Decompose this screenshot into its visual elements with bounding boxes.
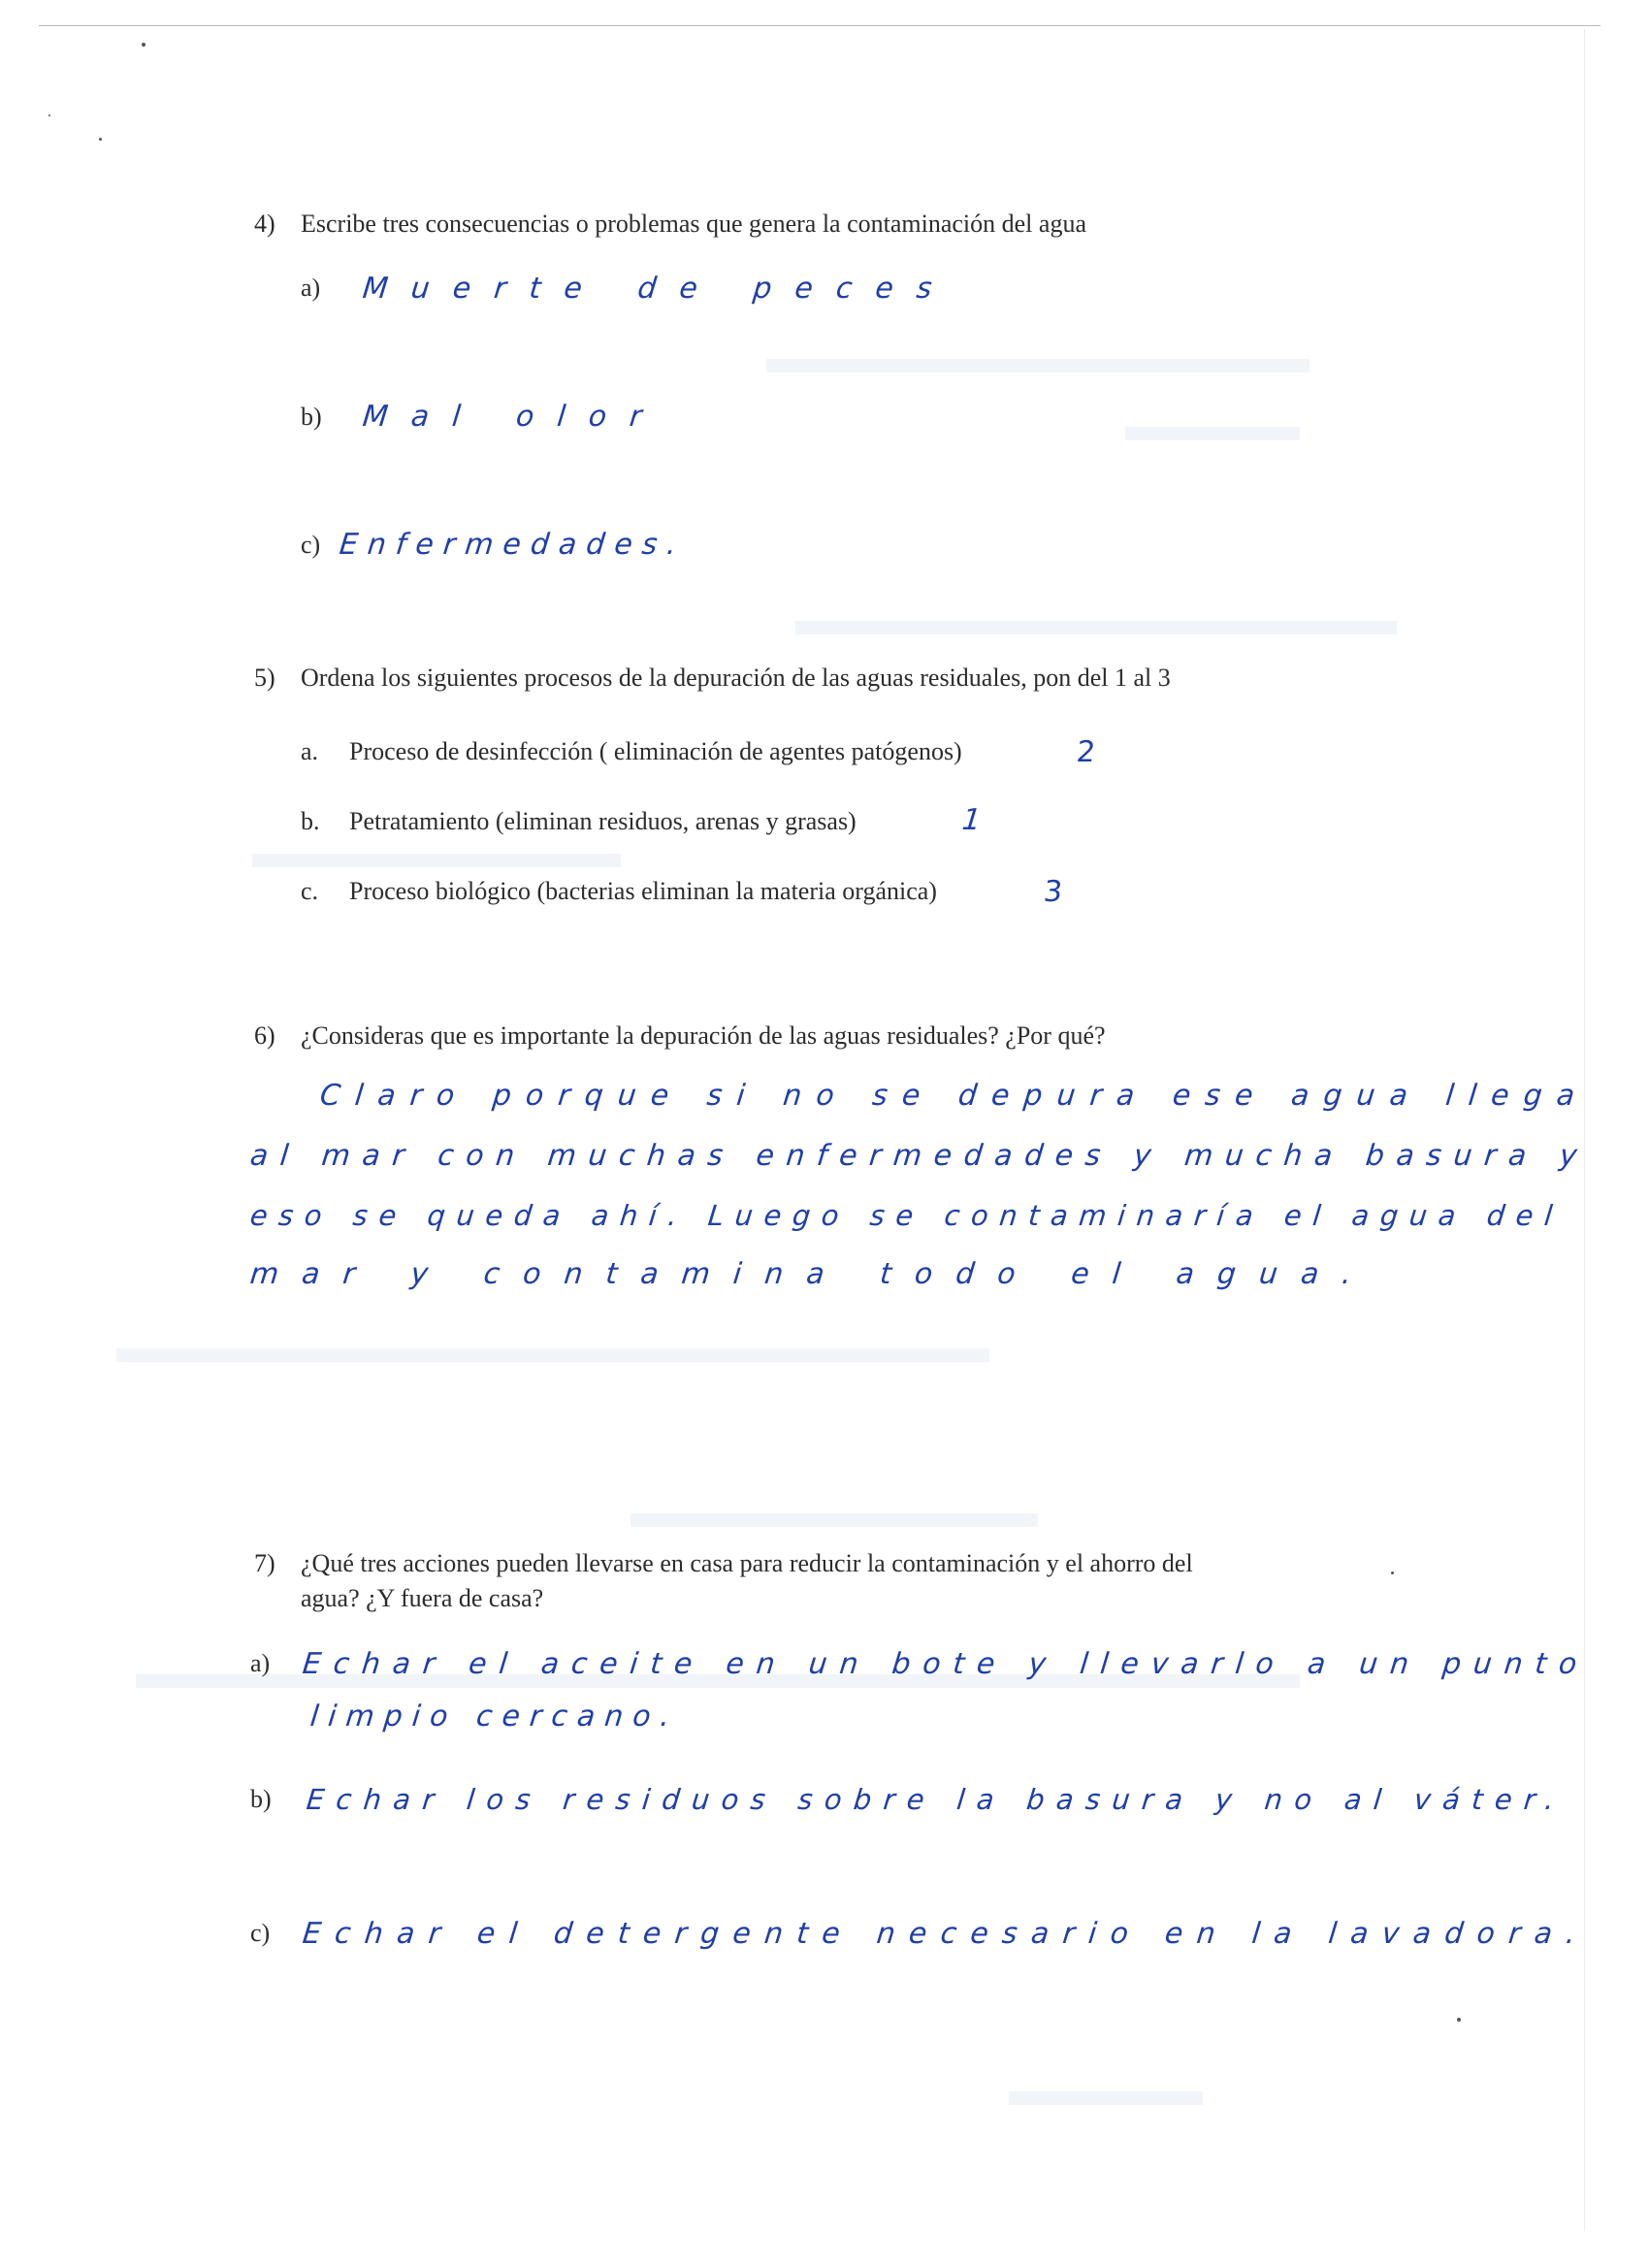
bleed-through [795,621,1397,634]
scan-speck [99,138,102,141]
question-number: 7) [254,1549,275,1577]
bleed-through [116,1348,989,1362]
handwritten-answer-line: Claro porque si no se depura ese agua llega [318,1079,1591,1113]
scan-speck [1391,1571,1394,1574]
question-text: Ordena los siguientes procesos de la depuración de las aguas residuales, pon del 1 al 3 [301,664,1171,692]
handwritten-order-number: 1 [960,803,992,837]
bleed-through [630,1513,1038,1527]
answer-label: c) [250,1919,271,1947]
bleed-through [1125,427,1300,440]
handwritten-answer-line: al mar con muchas enfermedades y mucha basura y [248,1139,1591,1173]
scan-speck [1457,2018,1461,2022]
bleed-through [1009,2091,1203,2105]
question-text: ¿Qué tres acciones pueden llevarse en casa para reducir la contaminación y el ahorro del [301,1549,1193,1577]
item-text: Proceso de desinfección ( eliminación de agentes patógenos) [349,737,962,765]
question-text: ¿Consideras que es importante la depuración de las aguas residuales? ¿Por qué? [301,1021,1106,1050]
handwritten-order-number: 3 [1042,875,1074,909]
scan-speck [48,114,50,116]
scan-edge-line [1584,29,1585,2231]
bleed-through [766,359,1310,373]
handwritten-answer-line: eso se queda ahí. Luego se contaminaría el agua del [248,1199,1566,1232]
handwritten-answer-line: Echar los residuos sobre la basura y no al váter. [305,1783,1568,1816]
handwritten-answer: Muerte de peces [361,272,957,306]
handwritten-answer-line: limpio cercano. [308,1700,682,1733]
handwritten-answer-line: mar y contamina todo el agua. [248,1257,1376,1291]
answer-label: c) [301,531,321,559]
item-label: a. [301,737,319,765]
item-text: Petratamiento (eliminan residuos, arenas y grasas) [349,807,857,835]
item-label: c. [301,877,319,905]
question-text: Escribe tres consecuencias o problemas que genera la contaminación del agua [301,210,1086,238]
answer-label: b) [301,403,322,431]
question-text-continued: agua? ¿Y fuera de casa? [301,1584,544,1612]
answer-label: b) [250,1785,272,1813]
question-number: 4) [254,210,275,238]
handwritten-answer-line: Echar el detergente necesario en la lavadora. [301,1917,1591,1951]
item-text: Proceso biológico (bacterias eliminan la materia orgánica) [349,877,937,905]
handwritten-order-number: 2 [1075,735,1107,769]
handwritten-answer: Mal olor [361,400,667,434]
scan-edge-line [39,25,1600,26]
answer-label: a) [250,1649,271,1677]
scan-speck [142,43,146,47]
handwritten-answer: Enfermedades. [338,528,688,562]
answer-label: a) [301,274,321,302]
item-label: b. [301,807,320,835]
question-number: 5) [254,664,275,692]
question-number: 6) [254,1021,275,1050]
bleed-through [252,854,621,867]
handwritten-answer-line: Echar el aceite en un bote y llevarlo a un punto [301,1647,1591,1681]
